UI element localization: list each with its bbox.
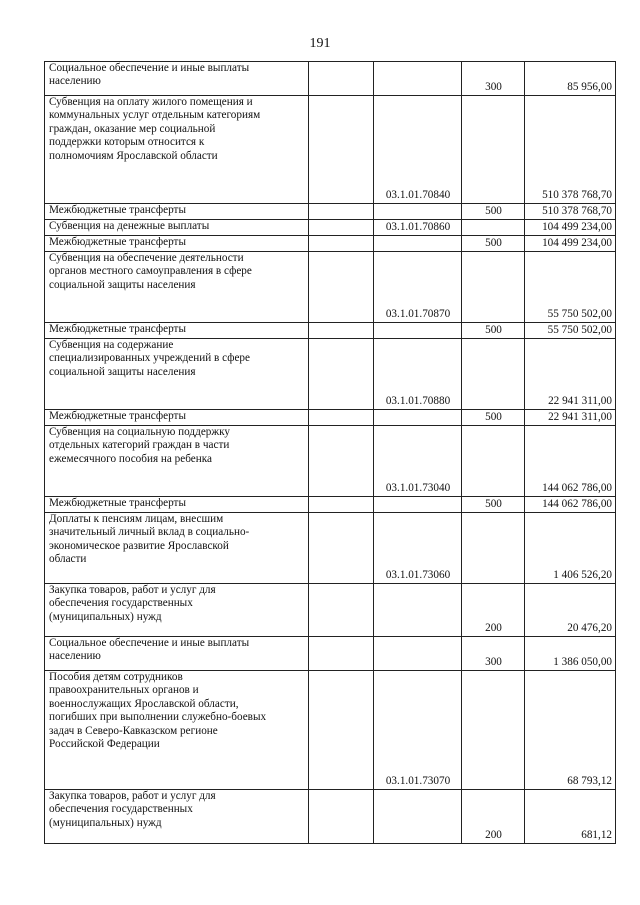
row-amount: 144 062 786,00 bbox=[525, 426, 616, 497]
row-empty-cell bbox=[309, 584, 374, 637]
page-number: 191 bbox=[309, 36, 331, 51]
row-name: Закупка товаров, работ и услуг для обеспечения государственных (муниципальных) нужд bbox=[45, 584, 309, 637]
row-amount: 1 406 526,20 bbox=[525, 513, 616, 584]
row-name: Межбюджетные трансферты bbox=[45, 497, 309, 513]
table-row bbox=[45, 637, 616, 671]
table-row bbox=[45, 584, 616, 637]
row-name: Доплаты к пенсиям лицам, внесшим значительный личный вклад в социально- экономическое развитие Ярославской области bbox=[45, 513, 309, 584]
row-empty-cell bbox=[309, 339, 374, 410]
row-target-code: 03.1.01.73040 bbox=[374, 426, 462, 497]
table-row bbox=[45, 671, 616, 790]
row-empty-cell bbox=[309, 62, 374, 96]
row-empty-cell bbox=[309, 790, 374, 844]
row-amount: 510 378 768,70 bbox=[525, 204, 616, 220]
row-empty-cell bbox=[309, 671, 374, 790]
row-name: Субвенция на денежные выплаты bbox=[45, 220, 309, 236]
row-target-code: 03.1.01.73060 bbox=[374, 513, 462, 584]
table-row bbox=[45, 96, 616, 204]
row-empty-cell bbox=[309, 426, 374, 497]
table-row bbox=[45, 236, 616, 252]
row-empty-cell bbox=[309, 410, 374, 426]
table-row bbox=[45, 220, 616, 236]
row-amount: 1 386 050,00 bbox=[525, 637, 616, 671]
row-empty-cell bbox=[309, 323, 374, 339]
row-amount: 22 941 311,00 bbox=[525, 339, 616, 410]
table-row bbox=[45, 62, 616, 96]
table-row bbox=[45, 513, 616, 584]
row-expense-type: 500 bbox=[462, 204, 525, 220]
row-target-code bbox=[374, 790, 462, 844]
row-amount: 85 956,00 bbox=[525, 62, 616, 96]
row-name: Закупка товаров, работ и услуг для обеспечения государственных (муниципальных) нужд bbox=[45, 790, 309, 844]
row-target-code bbox=[374, 204, 462, 220]
row-name: Межбюджетные трансферты bbox=[45, 204, 309, 220]
row-expense-type: 200 bbox=[462, 790, 525, 844]
row-amount: 104 499 234,00 bbox=[525, 220, 616, 236]
row-name: Межбюджетные трансферты bbox=[45, 410, 309, 426]
row-expense-type: 500 bbox=[462, 323, 525, 339]
row-target-code bbox=[374, 236, 462, 252]
row-expense-type bbox=[462, 513, 525, 584]
row-empty-cell bbox=[309, 252, 374, 323]
table-row bbox=[45, 497, 616, 513]
row-expense-type: 300 bbox=[462, 62, 525, 96]
row-name: Субвенция на содержание специализированных учреждений в сфере социальной защиты населения bbox=[45, 339, 309, 410]
row-expense-type bbox=[462, 220, 525, 236]
row-amount: 20 476,20 bbox=[525, 584, 616, 637]
row-target-code: 03.1.01.73070 bbox=[374, 671, 462, 790]
row-empty-cell bbox=[309, 236, 374, 252]
row-expense-type bbox=[462, 339, 525, 410]
row-name: Пособия детям сотрудников правоохранительных органов и военнослужащих Ярославской области, погибших при выполнении служебно-боевых задач в Северо-Кавказском регионе Российской Федерации bbox=[45, 671, 309, 790]
row-expense-type: 200 bbox=[462, 584, 525, 637]
row-expense-type bbox=[462, 96, 525, 204]
row-target-code: 03.1.01.70870 bbox=[374, 252, 462, 323]
row-name: Межбюджетные трансферты bbox=[45, 323, 309, 339]
table-row bbox=[45, 323, 616, 339]
row-empty-cell bbox=[309, 220, 374, 236]
table-row bbox=[45, 790, 616, 844]
row-name: Социальное обеспечение и иные выплаты населению bbox=[45, 62, 309, 96]
row-target-code bbox=[374, 62, 462, 96]
row-expense-type: 500 bbox=[462, 236, 525, 252]
row-target-code bbox=[374, 637, 462, 671]
row-amount: 510 378 768,70 bbox=[525, 96, 616, 204]
row-target-code bbox=[374, 410, 462, 426]
row-empty-cell bbox=[309, 637, 374, 671]
row-target-code bbox=[374, 584, 462, 637]
table-row bbox=[45, 252, 616, 323]
table-row bbox=[45, 339, 616, 410]
row-target-code bbox=[374, 323, 462, 339]
row-amount: 144 062 786,00 bbox=[525, 497, 616, 513]
row-amount: 22 941 311,00 bbox=[525, 410, 616, 426]
row-empty-cell bbox=[309, 497, 374, 513]
table-row bbox=[45, 426, 616, 497]
row-empty-cell bbox=[309, 513, 374, 584]
row-target-code bbox=[374, 497, 462, 513]
row-expense-type bbox=[462, 252, 525, 323]
row-empty-cell bbox=[309, 96, 374, 204]
table-row bbox=[45, 204, 616, 220]
row-expense-type bbox=[462, 671, 525, 790]
row-amount: 68 793,12 bbox=[525, 671, 616, 790]
row-target-code: 03.1.01.70840 bbox=[374, 96, 462, 204]
row-name: Социальное обеспечение и иные выплаты населению bbox=[45, 637, 309, 671]
row-empty-cell bbox=[309, 204, 374, 220]
row-target-code: 03.1.01.70880 bbox=[374, 339, 462, 410]
budget-table bbox=[44, 61, 616, 844]
row-expense-type: 300 bbox=[462, 637, 525, 671]
row-target-code: 03.1.01.70860 bbox=[374, 220, 462, 236]
row-name: Межбюджетные трансферты bbox=[45, 236, 309, 252]
row-amount: 55 750 502,00 bbox=[525, 323, 616, 339]
row-expense-type: 500 bbox=[462, 410, 525, 426]
row-name: Субвенция на социальную поддержку отдельных категорий граждан в части ежемесячного пособия на ребенка bbox=[45, 426, 309, 497]
row-amount: 55 750 502,00 bbox=[525, 252, 616, 323]
row-expense-type bbox=[462, 426, 525, 497]
row-amount: 104 499 234,00 bbox=[525, 236, 616, 252]
row-name: Субвенция на оплату жилого помещения и коммунальных услуг отдельным категориям граждан, оказание мер социальной поддержки которым относится к полномочиям Ярославской области bbox=[45, 96, 309, 204]
row-amount: 681,12 bbox=[525, 790, 616, 844]
row-name: Субвенция на обеспечение деятельности органов местного самоуправления в сфере социальной защиты населения bbox=[45, 252, 309, 323]
table-row bbox=[45, 410, 616, 426]
row-expense-type: 500 bbox=[462, 497, 525, 513]
